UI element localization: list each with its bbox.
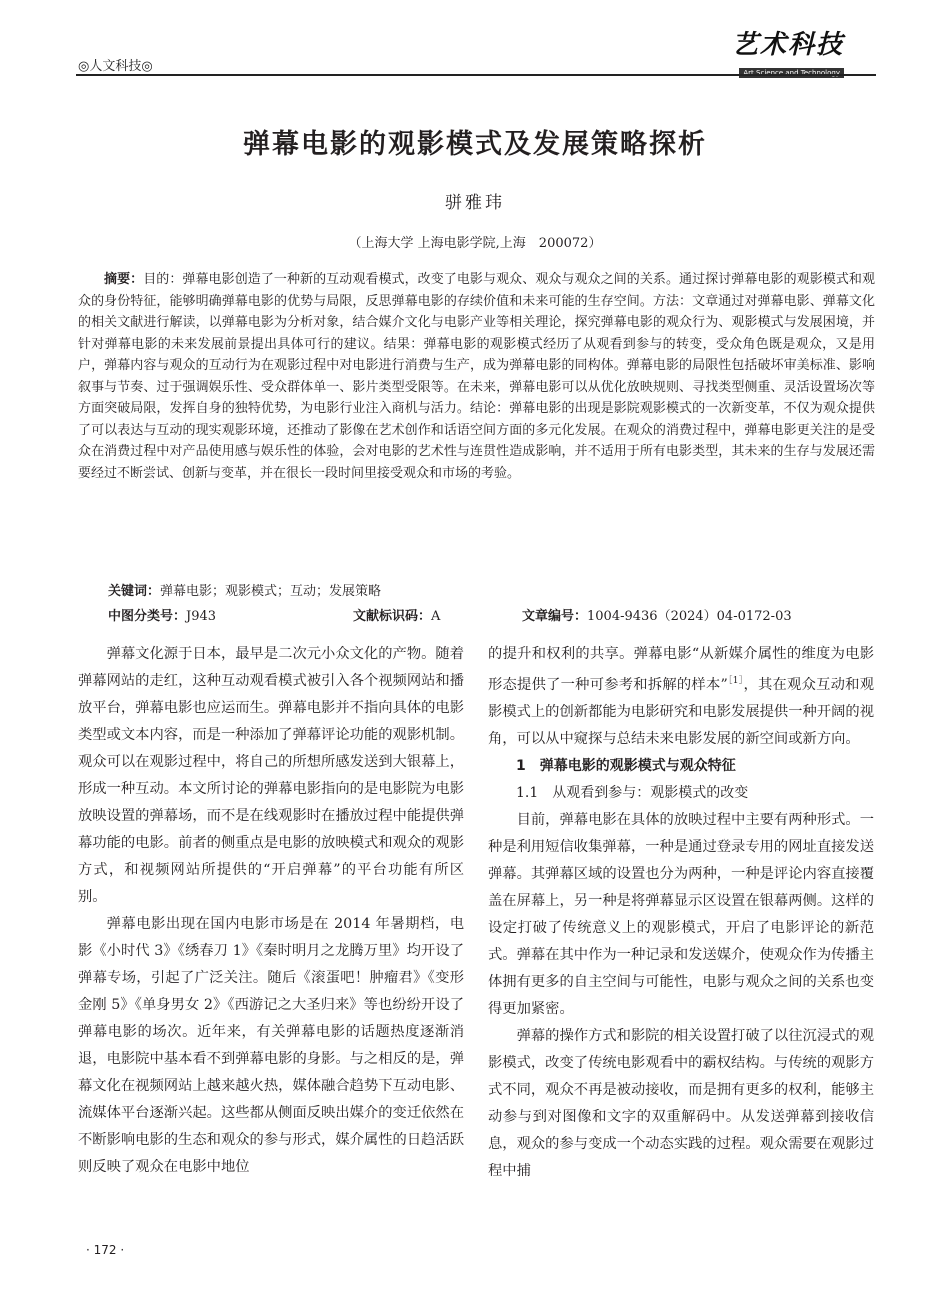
article-no-value: 1004-9436（2024）04-0172-03	[587, 609, 792, 624]
body-paragraph: 弹幕电影出现在国内电影市场是在 2014 年暑期档，电影《小时代 3》《绣春刀 1》《秦时明月之龙腾万里》均开设了弹幕专场，引起了广泛关注。随后《滚蛋吧！肿瘤君》《变形金刚 5》《单身男女 2》《西游记之大圣归来》等也纷纷开设了弹幕电影的场次。近年来，有关弹幕电影的话题热度逐渐消退，电影院中基本看不到弹幕电影的身影。与之相反的是，弹幕文化在视频网站上越来越火热，媒体融合趋势下互动电影、流媒体平台逐渐兴起。这些都从侧面反映出媒介的变迁依然在不断影响电影的生态和观众的参与形式，媒介属性的日趋活跃则反映了观众在电影中地位	[78, 916, 465, 1175]
keywords-label: 关键词：	[108, 584, 161, 599]
clc-label: 中图分类号：	[108, 609, 187, 624]
article-number	[522, 605, 792, 624]
body-paragraph: 弹幕文化源于日本，最早是二次元小众文化的产物。随着弹幕网站的走红，这种互动观看模式被引入各个视频网站和播放平台，弹幕电影也应运而生。弹幕电影并不指向具体的电影类型或文本内容，而是一种添加了弹幕评论功能的观影机制。观众可以在观影过程中，将自己的所想所感发送到大银幕上，形成一种互动。本文所讨论的弹幕电影指向的是电影院为电影放映设置的弹幕场，而不是在线观影时在播放过程中能提供弹幕功能的电影。前者的侧重点是电影的放映模式和观众的观影方式，和视频网站所提供的“开启弹幕”的平台功能有所区别。	[78, 646, 465, 905]
clc-number	[108, 605, 216, 624]
body-column-left	[78, 641, 464, 1181]
document-code	[353, 605, 440, 624]
header-rule	[76, 74, 876, 76]
doc-code-value: A	[431, 609, 441, 624]
author-name: 骈雅玮	[445, 193, 505, 213]
body-paragraph-continuation: 的提升和权利的共享。弹幕电影“从新媒介属性的维度为电影形态提供了一种可参考和拆解的样本”$^{[1]}$，其在观众互动和观影模式上的创新都能为电影研究和电影发展提供一种开阔的视角，可以从中窥探与总结未来电影发展的新空间或新方向。	[488, 646, 875, 747]
subsection-heading: 1.1 从观看到参与：观影模式的改变	[516, 784, 749, 801]
doc-code-label: 文献标识码：	[353, 609, 432, 624]
journal-logo-en: Art Science and Technology	[739, 68, 844, 78]
keywords	[78, 581, 875, 602]
article-no-label: 文章编号：	[522, 609, 588, 624]
article-title: 弹幕电影的观影模式及发展策略探析	[243, 129, 707, 160]
abstract-label: 摘要：	[104, 272, 144, 287]
body-column-right	[488, 641, 874, 1185]
body-paragraph: 目前，弹幕电影在具体的放映过程中主要有两种形式。一种是利用短信收集弹幕，一种是通过登录专用的网址直接发送弹幕。其弹幕区域的设置也分为两种，一种是评论内容直接覆盖在屏幕上，另一种是将弹幕显示区设置在银幕两侧。这样的设定打破了传统意义上的观影模式，开启了电影评论的新范式。弹幕在其中作为一种记录和发送媒介，使观众作为传播主体拥有更多的自主空间与可能性，电影与观众之间的关系也变得更加紧密。	[488, 811, 875, 1017]
abstract-text: 目的：弹幕电影创造了一种新的互动观看模式，改变了电影与观众、观众与观众之间的关系。通过探讨弹幕电影的观影模式和观众的身份特征，能够明确弹幕电影的优势与局限，反思弹幕电影的存续价值和未来可能的生存空间。方法：文章通过对弹幕电影、弹幕文化的相关文献进行解读，以弹幕电影为分析对象，结合媒介文化与电影产业等相关理论，探究弹幕电影的观众行为、观影模式与发展困境，并针对弹幕电影的未来发展前景提出具体可行的建议。结果：弹幕电影的观影模式经历了从观看到参与的转变，受众角色既是观众，又是用户，弹幕内容与观众的互动行为在观影过程中对电影进行消费与生产，成为弹幕电影的同构体。弹幕电影的局限性包括破坏审美标准、影响叙事与节奏、过于强调娱乐性、受众群体单一、影片类型受限等。在未来，弹幕电影可以从优化放映规则、寻找类型侧重、灵活设置场次等方面突破局限，发挥自身的独特优势，为电影行业注入商机与活力。结论：弹幕电影的出现是影院观影模式的一次新变革，不仅为观众提供了可以表达与互动的现实观影环境，还推动了影像在艺术创作和话语空间方面的多元化发展。在观众的消费过程中，弹幕电影更关注的是受众在消费过程中对产品使用感与娱乐性的体验，会对电影的艺术性与连贯性造成影响，并不适用于所有电影类型，其未来的生存与发展还需要经过不断尝试、创新与变革，并在很长一段时间里接受观众和市场的考验。	[78, 272, 875, 481]
journal-section-label: ◎人文科技◎	[78, 59, 153, 74]
journal-logo-cn: 艺术科技	[731, 30, 844, 60]
journal-logo	[732, 30, 844, 79]
page-number: · 172 ·	[86, 1243, 125, 1257]
clc-value: J943	[186, 609, 217, 624]
body-paragraph: 弹幕的操作方式和影院的相关设置打破了以往沉浸式的观影模式，改变了传统电影观看中的霸权结构。与传统的观影方式不同，观众不再是被动接收，而是拥有更多的权利，能够主动参与到对图像和文字的双重解码中。从发送弹幕到接收信息，观众的参与变成一个动态实践的过程。观众需要在观影过程中捕	[488, 1027, 875, 1179]
citation-ref: ［1］	[727, 676, 744, 686]
abstract	[78, 269, 875, 484]
keywords-text: 弹幕电影；观影模式；互动；发展策略	[160, 584, 382, 599]
author-affiliation: （上海大学 上海电影学院,上海 200072）	[348, 236, 602, 251]
section-heading: 1 弹幕电影的观影模式与观众特征	[516, 757, 736, 774]
